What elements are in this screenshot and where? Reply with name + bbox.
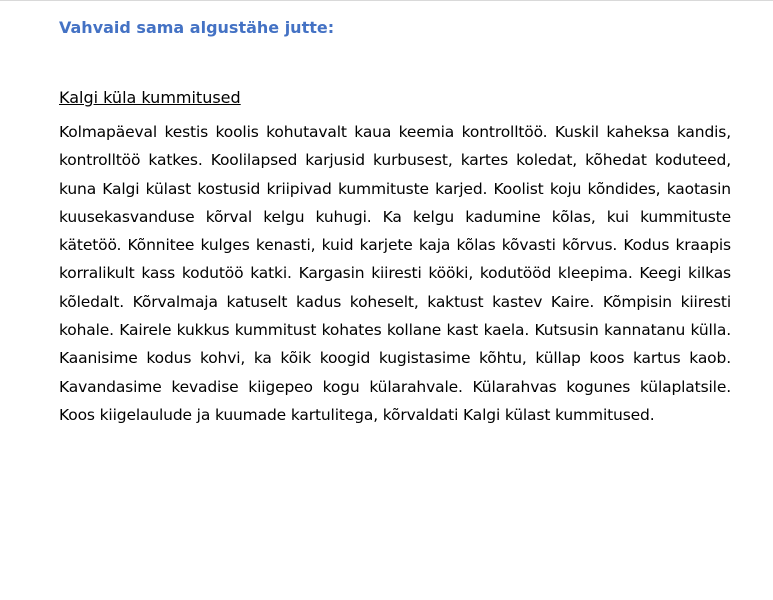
story-body-paragraph: Kolmapäeval kestis koolis kohutavalt kaua keemia kontrolltöö. Kuskil kaheksa kandis, kontrolltöö katkes. Koolilapsed karjusid kurbusest, kartes koledat, kõhedat koduteed, kuna Kalgi külast kostusid kriipivad kummituste karjed. Koolist koju kõndides, kaotasin kuusekasvanduse kõrval kelgu kuhugi. Ka kelgu kadumine kõlas, kui kummituste kätetöö. Kõnnitee kulges kenasti, kuid karjete kaja kõlas kõvasti kõrvus. Kodus kraapis korralikult kass kodutöö katki. Kargasin kiiresti kööki, kodutööd kleepima. Keegi kilkas kõledalt. Kõrvalmaja katuselt kadus koheselt, kaktust kastev Kaire. Kõmpisin kiiresti kohale. Kairele kukkus kummitust kohates kollane kast kaela. Kutsusin kannatanu külla. Kaanisime kodus kohvi, ka kõik koogid kugistasime kõhtu, küllap koos kartus kaob. Kavandasime kevadise kiigepeo kogu külarahvale. Külarahvas kogunes külaplatsile. Koos kiigelaulude ja kuumade kartulitega, kõrvaldati Kalgi külast kummitused. — [59, 123, 731, 424]
section-heading: Vahvaid sama algustähe jutte: — [59, 18, 335, 37]
page-top-border — [0, 0, 773, 1]
story-title: Kalgi küla kummitused — [59, 88, 241, 107]
